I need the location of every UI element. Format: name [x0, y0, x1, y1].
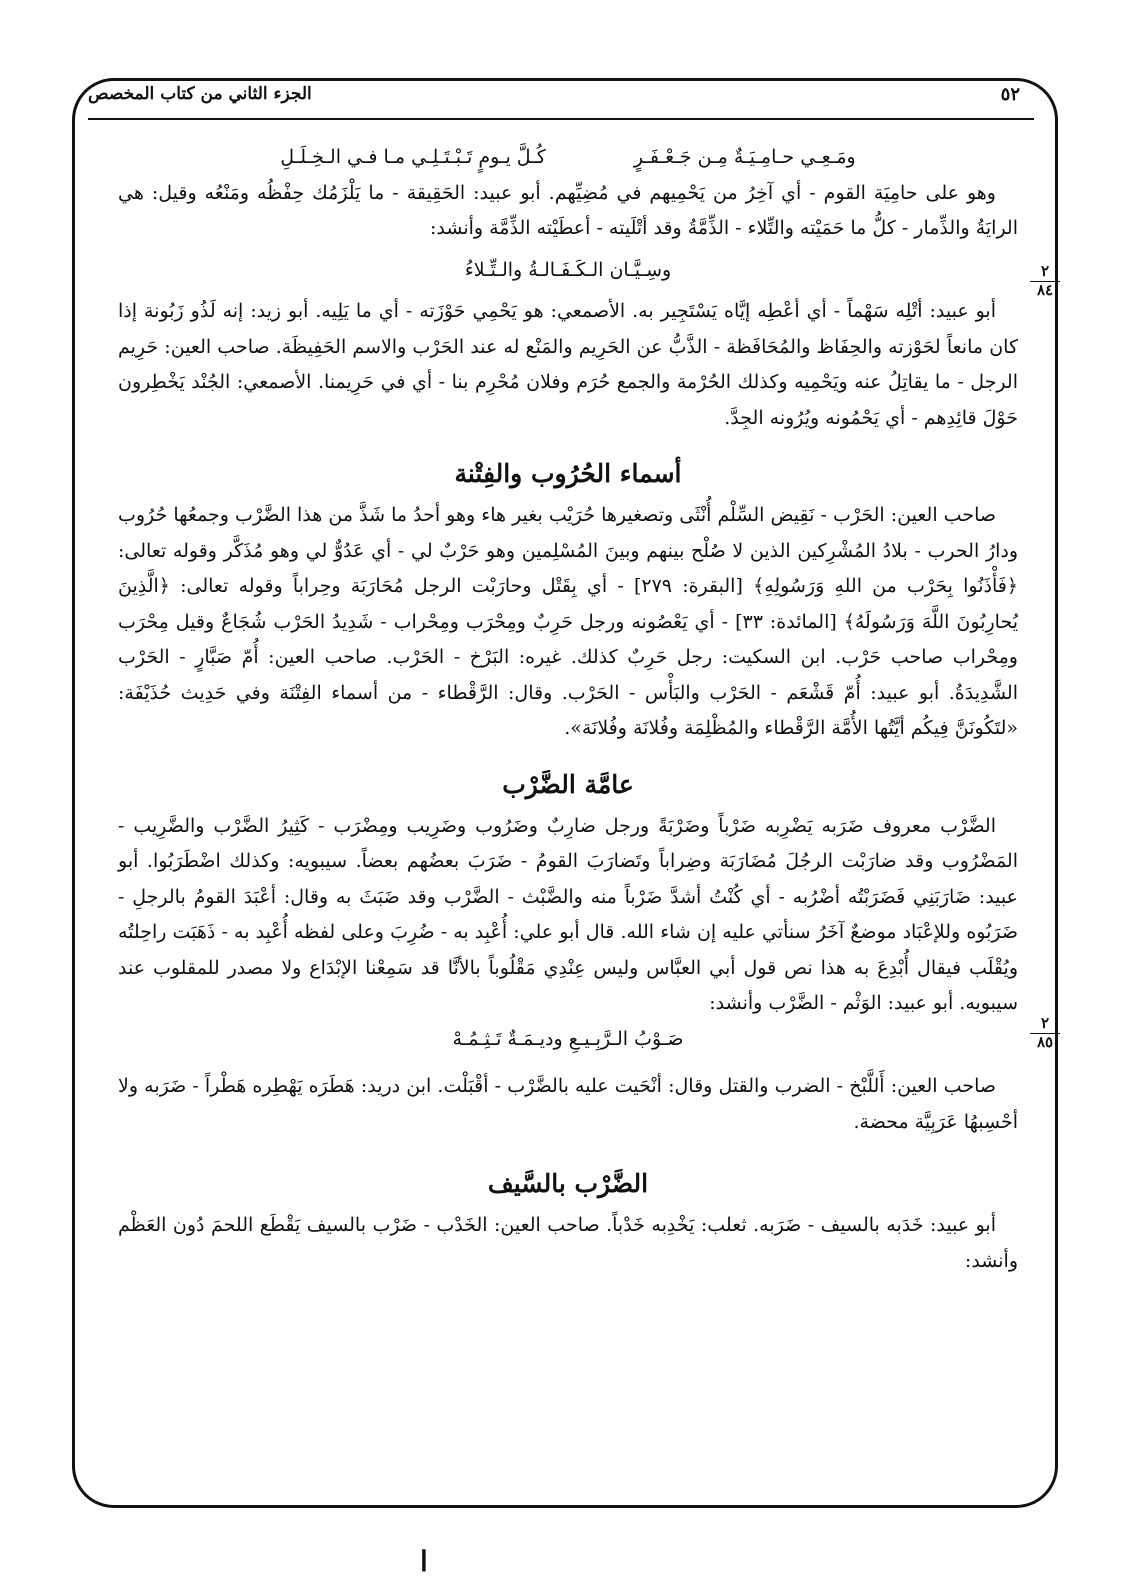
margin-page-ref: [1030, 1015, 1060, 1050]
verse-hemistich-second: كُـلَّ يـومٍ تَـبْـتَـلِـي مـا فـي الـخِـلَـلِ: [280, 146, 546, 168]
paragraph: أبو عبيد: خَدَبه بالسيف - ضَرَبه. ثعلب: يَخْدِبه خَدْباً. صاحب العين: الخَدْب - ضَرْب بالسيف يَقْطَع اللحمَ دُون العَظْم وأنشد:: [118, 1214, 1018, 1272]
paragraph: الضَّرْب معروف ضَرَبه يَضْرِبه ضَرْباً وضَرْبَةً ورجل ضارِبٌ وضَرُوب وضَرِيب ومِضْرَب - كَثِيرُ الضَّرْب والضَّرِيب - المَضْرُوب وقد ضارَبْت الرجُلَ مُضَارَبَة وضِراباً وتَضارَبَ القومُ - ضَرَبَ بعضُهم بعضاً. سيبويه: وكذلك اضْطَرَبُوا. أبو عبيد: ضَارَبَنِي فَضَرَبْتُه أضْرُبه - أي كُنْتُ أشدَّ ضَرْباً منه والضَّبْث - الضَّرْب وقد ضَبَثَ به وقال: أعْبَدَ القومُ بالرجلِ - ضَرَبُوه وللإعْبَاد موضعٌ آخَرُ سنأتي عليه إن شاء الله. قال أبو علي: أُعْبِد به - ضُرِبَ وعلى لفظه أُعْبِد به - ذَهَبَت راحِلتُه ويُقْلَب فيقال أُبْدِعَ به هذا نص قول أبي العبَّاس وليس عِنْدِي مَقْلُوباً بالأنَّا قد سَمِعْنا الإبْدَاع ولا مصدر للمقلوب عند سيبويه. أبو عبيد: الوَثْم - الضَّرْب وأنشد:: [118, 814, 1018, 1014]
margin-ref-volume: ٢: [1030, 1015, 1060, 1034]
page-body: [118, 130, 1018, 1279]
header-rule: [88, 118, 1034, 120]
section-heading: أسماء الحُرُوب والفِتْنة: [454, 459, 682, 488]
bottom-mark: ا: [420, 1545, 428, 1578]
running-head: الجزء الثاني من كتاب المخصص: [88, 84, 312, 104]
paragraph: وهو على حامِيَة القوم - أي آخِرُ من يَحْمِيهم في مُضِيِّهم. أبو عبيد: الحَقِيقة - ما يَلْزَمُك حِفْظُه ومَنْعُه وقيل: هي الرايَةُ والذِّمار - كلُّ ما حَمَيْته والتِّلاء - الذِّمَّةُ وقد أتْلَيته - أعطَيْته الذِّمَّة وأنشد:: [118, 181, 1018, 239]
margin-ref-page: ٨٤: [1036, 281, 1054, 299]
paragraph: صاحب العين: الحَرْب - نَقِيض السِّلْم أُنْثَى وتصغيرها حُرَيْب بغير هاء وهو أحدُ ما شَذَّ من هذا الضَّرْب وجمعُها حُرُوب ودارُ الحرب - بلادُ المُشْرِكين الذين لا صُلْح بينهم وبينَ المُسْلِمين وهو حَرْبٌ لي - أي عَدُوٌّ لي وهو مُذَكَّر وقوله تعالى: ﴿فَأْذَنُوا بِحَرْب من اللهِ وَرَسُولِهِ﴾ [البقرة: ٢٧٩] - أي بِقَتْل وحارَبْت الرجل مُحَارَبَة وحِراباً وقوله تعالى: ﴿الَّذِينَ يُحارِبُونَ اللَّهَ وَرَسُولَهُ﴾ [المائدة: ٣٣] - أي يَعْصُونه ورجل حَرِبٌ ومِحْرَب ومِحْراب - شَدِيدُ الحَرْب شُجَاعٌ وقيل مِحْرَب ومِحْراب صاحب حَرْب. ابن السكيت: رجل حَرِبٌ كذلك. غيره: البَرْخ - الحَرْب. صاحب العين: أُمّ صَبَّارٍ - الحَرْب الشَّدِيدَةُ. أبو عبيد: أُمّ قَشْعَم - الحَرْب والبَأْس - الحَرْب. وقال: الرَّقْطاء - من أسماء الفِتْنَة وفي حَدِيث حُذَيْفَة: «لتَكُونَنَّ فِيكُم أيَّتُها الأُمَّة الرَّقْطاء والمُظْلِمَة وفُلانَة وفُلانَة».: [118, 504, 1018, 739]
verse-line: وسِـيَّـان الـكَـفَـالـةُ والـتِّـلاءُ: [464, 258, 672, 281]
margin-page-ref: [1030, 263, 1060, 298]
section-heading: عامَّة الضَّرْب: [502, 769, 634, 799]
section-heading: الضَّرْب بالسَّيف: [487, 1169, 649, 1198]
verse-line: صَـوْبُ الـرَّبِـيـعِ وديـمَـةٌ تَـثِـمُـهْ: [452, 1027, 684, 1050]
verse-hemistich-first: ومَـعِـي حـامِـيَـةٌ مِـن جَـعْـفَـرٍ: [633, 146, 856, 168]
page-number: ٥٢: [1000, 84, 1020, 105]
verse-line: [118, 140, 1018, 176]
paragraph: أبو عبيد: أتْلِه سَهْماً - أي أعْطِه إيَّاه يَسْتَجِير به. الأصمعي: هو يَحْمِي حَوْزَته - أي ما يَلِيه. أبو زيد: إنه لَذُو زَبُونة إذا كان مانعاً لحَوْزته والحِفَاظ والمُحَافَظة - الذَّبُّ عن الحَرِيم والمَنْع له عند الحَرْب والاسم الحَفِيظَة. صاحب العين: حَرِيم الرجل - ما يقاتِلُ عنه ويَحْمِيه وكذلك الحُرْمة والجمع حُرَم وفلان مُحْرِم بنا - أي في حَرِيمنا. الأصمعي: الجُنْد يَخْطِرون حَوْلَ قائِدِهم - أي يَحْمُونه ويُرُونه الجِدَّ.: [118, 300, 1018, 429]
paragraph: صاحب العين: أَللَّبْخ - الضرب والقتل وقال: أنْحَيت عليه بالضَّرْب - أقْبَلْت. ابن دريد: هَطَرَه يَهْطِره هَطْراً - ضَرَبه ولا أحْسِبهُا عَرَبِيَّة محضة.: [118, 1075, 1018, 1133]
margin-ref-volume: ٢: [1030, 263, 1060, 282]
margin-ref-page: ٨٥: [1036, 1033, 1054, 1051]
